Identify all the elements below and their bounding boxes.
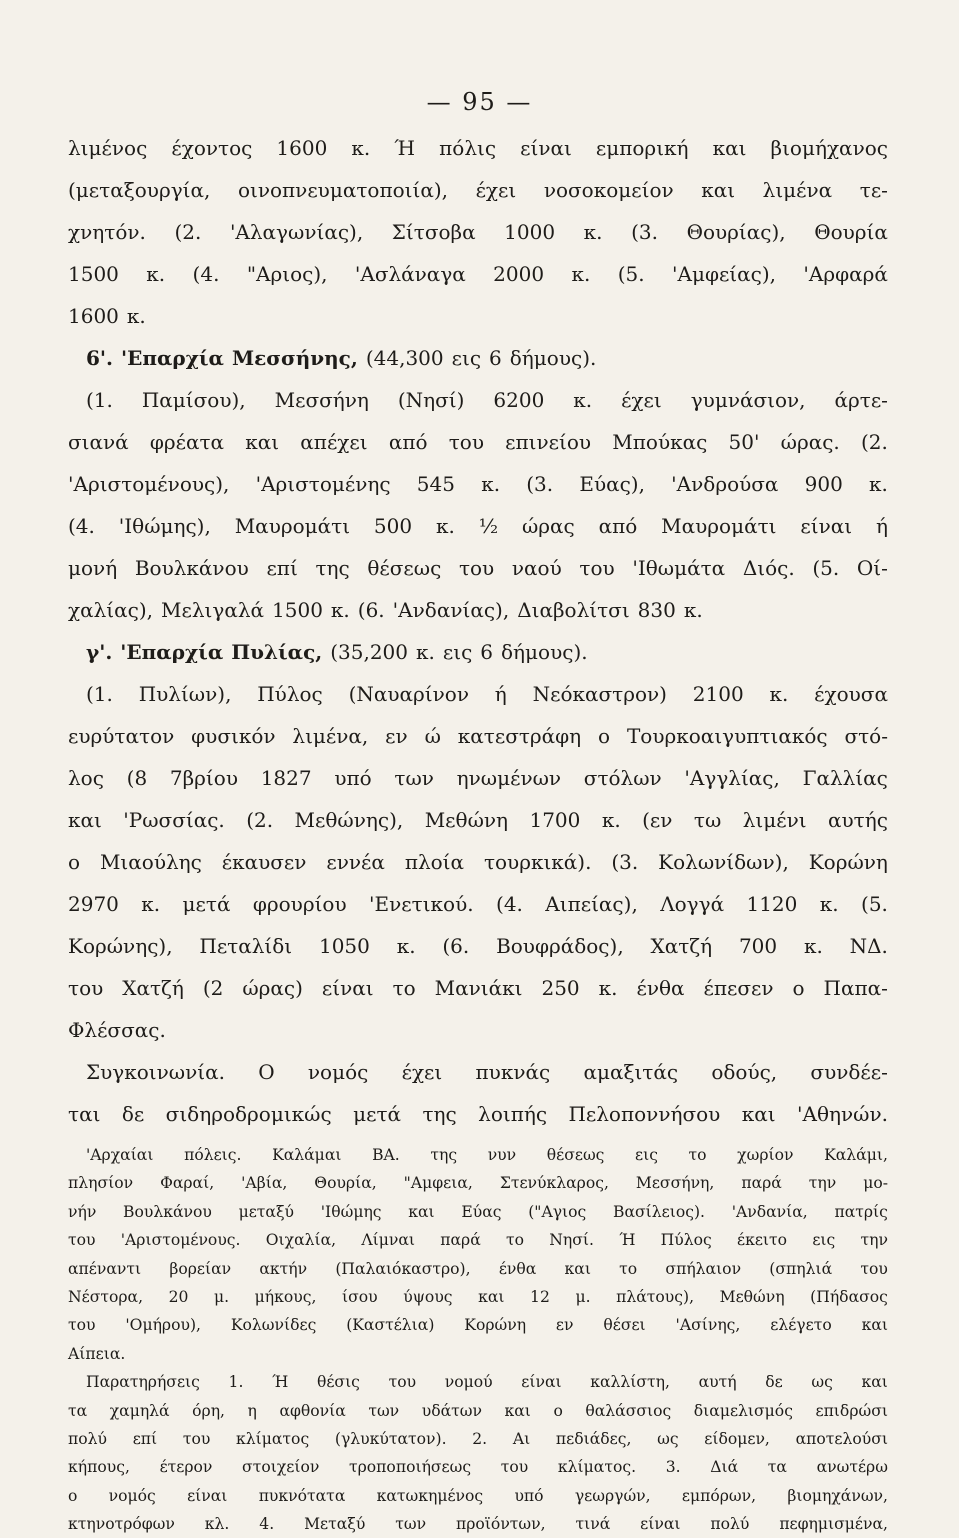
text-line: 1600 κ. [68,304,146,328]
note-line: Νέστορα, 20 μ. μήκους, ίσου ύψους και 12 μ. πλάτους), Μεθώνη (Πήδασος [68,1287,888,1306]
text-line: (1. Πυλίων), Πύλος (Ναυαρίνον ή Νεόκαστρον) 2100 κ. έχουσα [86,682,888,706]
page-number: — 95 — [426,88,533,116]
text-line: χαλίας), Μελιγαλά 1500 κ. (6. 'Ανδανίας), Διαβολίτσι 830 κ. [68,598,703,622]
note-line: Αίπεια. [68,1344,126,1363]
note-line: πολύ επί του κλίματος (γλυκύτατον). 2. Αι πεδιάδες, ως είδομεν, αποτελούσι [68,1429,888,1448]
note-line: ο νομός είναι πυκνότατα κατωκημένος υπό γεωργών, εμπόρων, βιομηχάνων, [68,1486,888,1505]
note-line: του 'Ομήρου), Κολωνίδες (Καστέλια) Κορώνη εν θέσει 'Ασίνης, ελέγετο και [68,1316,888,1335]
text-line: γ'. 'Επαρχία Πυλίας, (35,200 κ. εις 6 δήμους). [86,640,588,664]
text-line: ευρύτατον φυσικόν λιμένα, εν ώ κατεστράφη ο Τουρκοαιγυπτιακός στό- [68,724,888,748]
note-line: του 'Αριστομένους. Οιχαλία, Λίμναι παρά το Νησί. Ή Πύλος έκειτο εις την [68,1231,888,1250]
note-line: πλησίον Φαραί, 'Αβία, Θουρία, "Αμφεια, Στενύκλαρος, Μεσσήνη, παρά την μο- [68,1174,888,1193]
note-line: απέναντι βορείαν ακτήν (Παλαιόκαστρο), ένθα και το σπήλαιον (σπηλιά του [68,1259,888,1278]
text-line: του Χατζή (2 ώρας) είναι το Μανιάκι 250 κ. ένθα έπεσεν ο Παπα- [68,976,888,1000]
text-line: σιανά φρέατα και απέχει από του επινείου Μπούκας 50' ώρας. (2. [68,430,888,454]
note-line: νήν Βουλκάνου μεταξύ 'Ιθώμης και Εύας ("Αγιος Βασίλειος). 'Ανδανία, πατρίς [68,1202,888,1221]
text-line: χνητόν. (2. 'Αλαγωνίας), Σίτσοβα 1000 κ. (3. Θουρίας), Θουρία [68,220,888,244]
text-line: (μεταξουργία, οινοπνευματοποιία), έχει νοσοκομείον και λιμένα τε- [68,178,888,202]
text-line: 1500 κ. (4. "Αριος), 'Ασλάναγα 2000 κ. (5. 'Αμφείας), 'Αρφαρά [68,262,888,286]
note-line: κήπους, έτερον στοιχείον τροποποιήσεως του κλίματος. 3. Διά τα ανωτέρω [68,1458,888,1477]
note-line: Παρατηρήσεις 1. Ή θέσις του νομού είναι καλλίστη, αυτή δε ως και [86,1373,888,1392]
text-line: και 'Ρωσσίας. (2. Μεθώνης), Μεθώνη 1700 κ. (εν τω λιμένι αυτής [68,808,888,832]
text-line: ται δε σιδηροδρομικώς μετά της λοιπής Πελοποννήσου και 'Αθηνών. [68,1102,888,1126]
text-line: λιμένος έχοντος 1600 κ. Ή πόλις είναι εμπορική και βιομήχανος [68,136,888,160]
note-line: τα χαμηλά όρη, η αφθονία των υδάτων και ο θαλάσσιος διαμελισμός επιδρώσι [68,1401,888,1420]
text-line: λος (8 7βρίου 1827 υπό των ηνωμένων στόλων 'Αγγλίας, Γαλλίας [68,766,888,790]
text-line: (4. 'Ιθώμης), Μαυρομάτι 500 κ. ½ ώρας από Μαυρομάτι είναι ή [68,514,888,538]
text-line: ο Μιαούλης έκαυσεν εννέα πλοία τουρκικά). (3. Κολωνίδων), Κορώνη [68,850,888,874]
main-text [68,127,888,1538]
text-line: 2970 κ. μετά φρουρίου 'Ενετικού. (4. Αιπείας), Λογγά 1120 κ. (5. [68,892,888,916]
text-line: 'Αριστομένους), 'Αριστομένης 545 κ. (3. Εύας), 'Ανδρούσα 900 κ. [68,472,888,496]
text-line: μονή Βουλκάνου επί της θέσεως του ναού του 'Ιθωμάτα Διός. (5. Οί- [68,556,888,580]
note-line: κτηνοτρόφων κλ. 4. Μεταξύ των προϊόντων, τινά είναι πολύ πεφημισμένα, [68,1515,888,1534]
text-line: Συγκοινωνία. Ο νομός έχει πυκνάς αμαξιτάς οδούς, συνδέε- [86,1060,888,1084]
text-line: Φλέσσας. [68,1018,166,1042]
text-line: 6'. 'Επαρχία Μεσσήνης, (44,300 εις 6 δήμους). [86,346,597,370]
text-line: Κορώνης), Πεταλίδι 1050 κ. (6. Βουφράδος), Χατζή 700 κ. ΝΔ. [68,934,888,958]
text-line: (1. Παμίσου), Μεσσήνη (Νησί) 6200 κ. έχει γυμνάσιον, άρτε- [86,388,888,412]
note-line: 'Αρχαίαι πόλεις. Καλάμαι ΒΑ. της νυν θέσεως εις το χωρίον Καλάμι, [86,1146,888,1164]
